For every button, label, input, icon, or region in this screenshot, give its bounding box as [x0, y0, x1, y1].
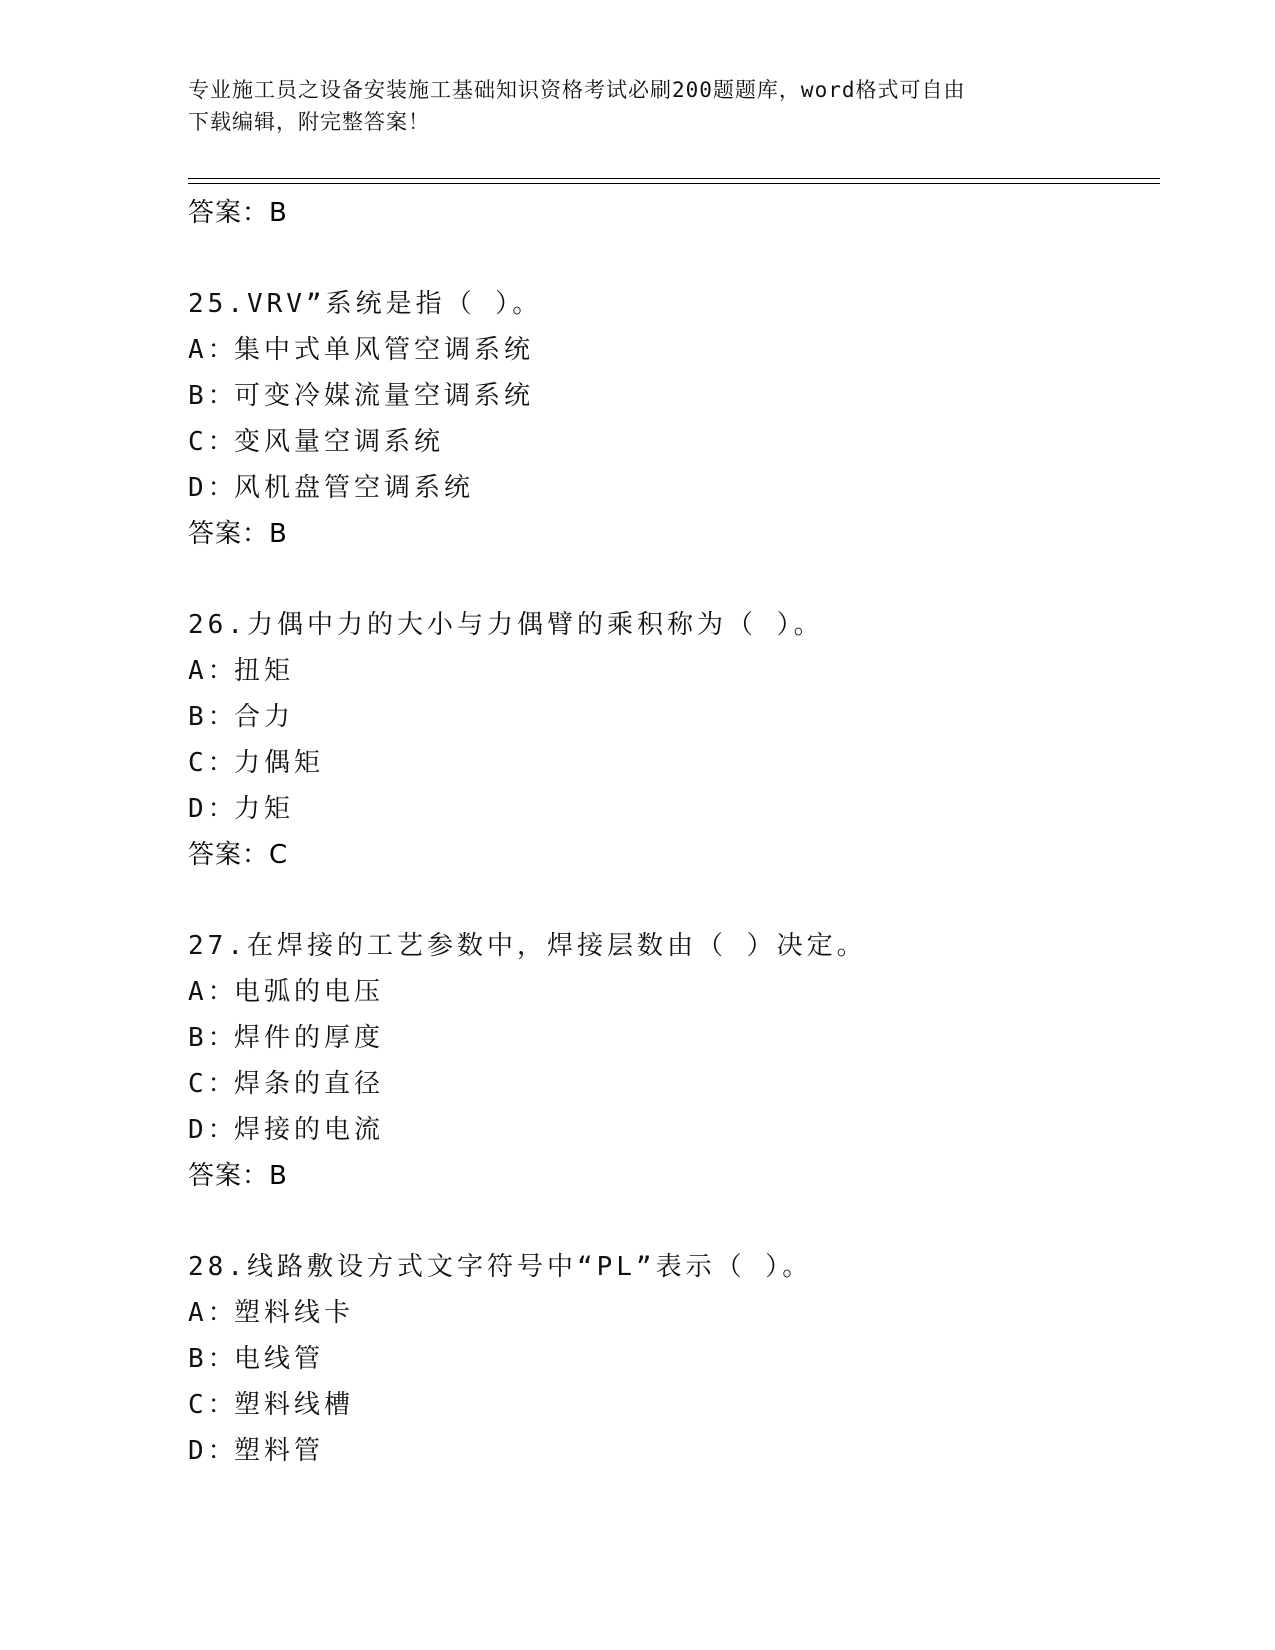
option-c [188, 1382, 1158, 1428]
option-text: 塑料线槽 [234, 1390, 355, 1420]
option-key: B： [188, 1344, 238, 1374]
option-key: D： [188, 794, 238, 824]
option-key: A： [188, 1298, 238, 1328]
option-text: 可变冷媒流量空调系统 [234, 381, 535, 411]
option-d [188, 1107, 1158, 1153]
option-key: C： [188, 1069, 238, 1099]
document-header [188, 74, 1068, 138]
question-stem [188, 923, 1158, 969]
option-b [188, 694, 1158, 740]
question-stem [188, 281, 1158, 327]
question-text: 力偶中力的大小与力偶臂的乘积称为（ ）。 [246, 610, 824, 640]
question-text: 线路敷设方式文字符号中“PL”表示（ ）。 [246, 1252, 813, 1282]
option-key: B： [188, 1023, 238, 1053]
option-key: D： [188, 1436, 238, 1466]
header-divider-top [188, 178, 1160, 179]
option-c [188, 419, 1158, 465]
option-d [188, 465, 1158, 511]
option-key: C： [188, 748, 238, 778]
question-text: VRV”系统是指（ ）。 [246, 289, 543, 319]
option-text: 焊条的直径 [234, 1069, 385, 1099]
option-text: 力矩 [234, 794, 295, 824]
question-text: 在焊接的工艺参数中，焊接层数由（ ）决定。 [246, 931, 867, 961]
question-answer: 答案：C [188, 840, 289, 870]
question-answer: 答案：B [188, 1161, 288, 1191]
question-25 [188, 281, 1158, 557]
question-28 [188, 1244, 1158, 1474]
question-number: 26 . [188, 610, 247, 640]
question-answer: 答案：B [188, 519, 288, 549]
option-text: 合力 [234, 702, 295, 732]
option-text: 集中式单风管空调系统 [234, 335, 535, 365]
option-a [188, 327, 1158, 373]
header-line-2: 下载编辑，附完整答案！ [188, 110, 430, 134]
header-divider-bottom [188, 183, 1160, 184]
option-d [188, 1428, 1158, 1474]
question-27 [188, 923, 1158, 1199]
option-c [188, 740, 1158, 786]
option-text: 扭矩 [234, 656, 295, 686]
header-line-1: 专业施工员之设备安装施工基础知识资格考试必刷200题题库，word格式可自由 [188, 78, 966, 102]
question-26 [188, 602, 1158, 878]
option-text: 电弧的电压 [234, 977, 385, 1007]
option-b [188, 1015, 1158, 1061]
option-text: 电线管 [234, 1344, 325, 1374]
question-stem [188, 602, 1158, 648]
option-c [188, 1061, 1158, 1107]
option-key: B： [188, 381, 238, 411]
leading-answer: 答案：B [188, 198, 288, 228]
option-a [188, 1290, 1158, 1336]
option-key: A： [188, 335, 238, 365]
option-text: 力偶矩 [234, 748, 325, 778]
option-text: 变风量空调系统 [234, 427, 445, 457]
option-text: 焊接的电流 [234, 1115, 385, 1145]
option-a [188, 648, 1158, 694]
question-number: 27 . [188, 931, 247, 961]
option-text: 塑料管 [234, 1436, 325, 1466]
option-key: D： [188, 1115, 238, 1145]
question-stem [188, 1244, 1158, 1290]
option-key: B： [188, 702, 238, 732]
option-text: 塑料线卡 [234, 1298, 355, 1328]
option-key: A： [188, 656, 238, 686]
option-d [188, 786, 1158, 832]
option-text: 风机盘管空调系统 [234, 473, 475, 503]
option-key: C： [188, 1390, 238, 1420]
option-text: 焊件的厚度 [234, 1023, 385, 1053]
option-b [188, 1336, 1158, 1382]
option-key: A： [188, 977, 238, 1007]
question-list [188, 190, 1158, 1474]
option-a [188, 969, 1158, 1015]
option-key: D： [188, 473, 238, 503]
question-number: 25 . [188, 289, 247, 319]
option-b [188, 373, 1158, 419]
question-number: 28 . [188, 1252, 247, 1282]
option-key: C： [188, 427, 238, 457]
